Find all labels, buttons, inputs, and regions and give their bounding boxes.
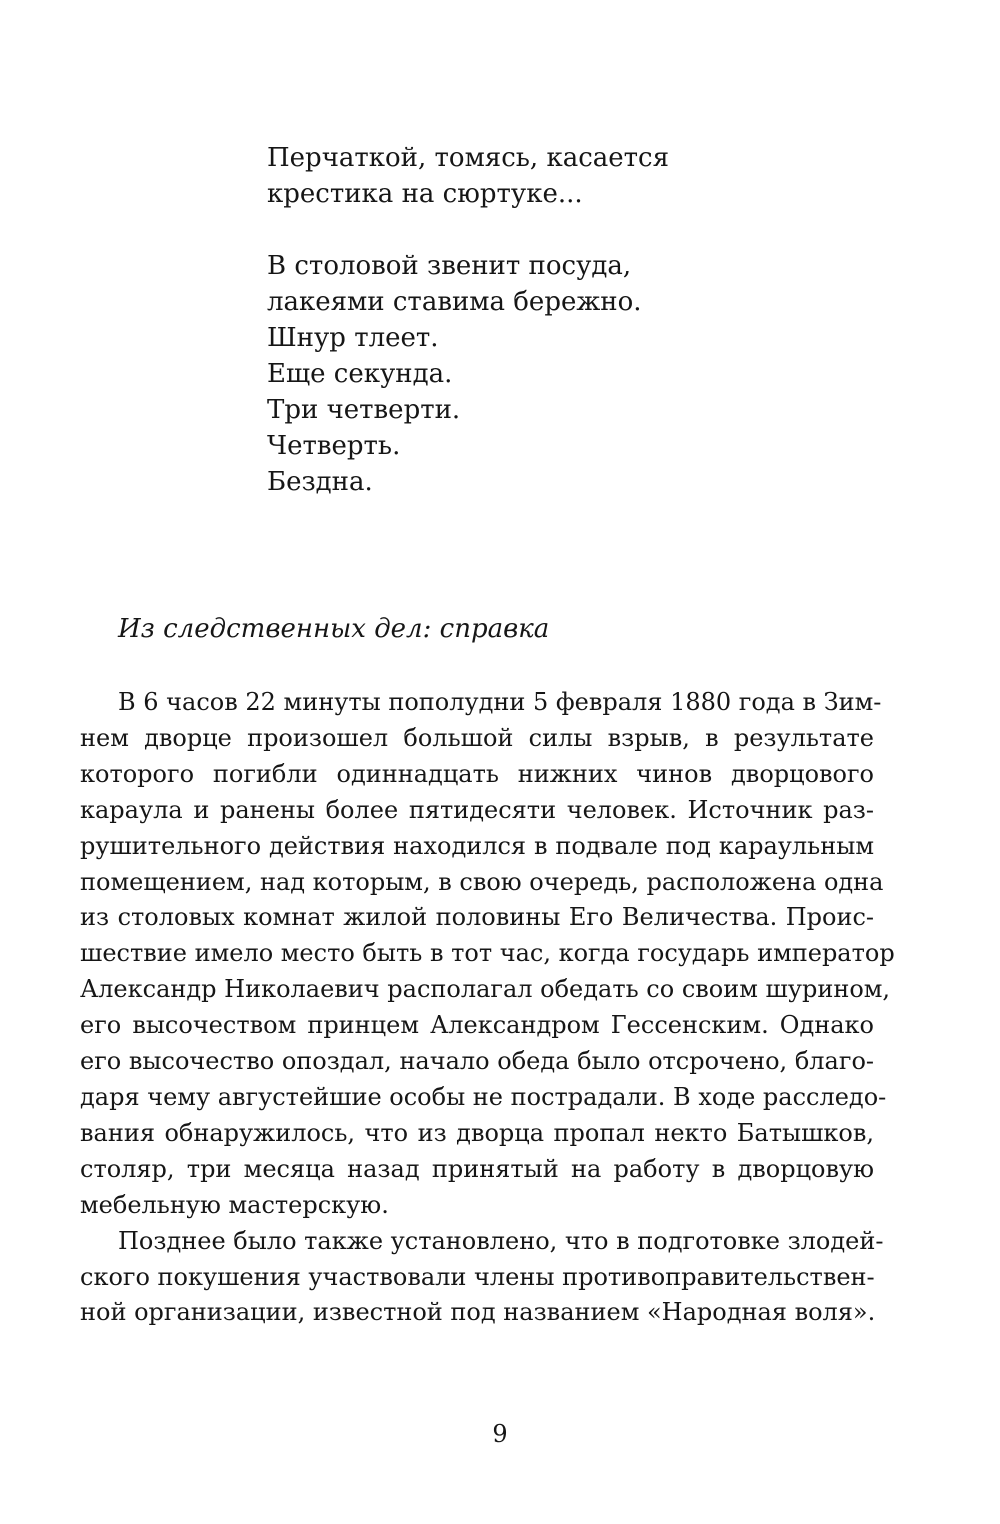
verse-line: Еще секунда. xyxy=(267,359,453,389)
paragraph-line: В 6 часов 22 минуты пополудни 5 февраля 1880 года в Зим- xyxy=(118,688,882,716)
paragraph-line: из столовых комнат жилой половины Его Величества. Проис- xyxy=(80,903,874,932)
poem-stanza-2 xyxy=(267,248,827,500)
verse-line: В столовой звенит посуда, xyxy=(267,251,632,281)
section-heading: Из следственных дел: справка xyxy=(118,614,550,644)
paragraph-line: Позднее было также установлено, что в подготовке злодей- xyxy=(118,1226,884,1255)
poem xyxy=(267,140,827,500)
verse-line: лакеями ставима бережно. xyxy=(267,287,642,317)
paragraph-line: ского покушения участвовали члены противоправительствен- xyxy=(80,1262,875,1291)
verse-line: Три четверти. xyxy=(267,395,461,425)
paragraph-line: вания обнаружилось, что из дворца пропал некто Батышков, xyxy=(80,1118,874,1147)
verse-line: Бездна. xyxy=(267,467,373,497)
paragraph-line: Александр Николаевич располагал обедать со своим шурином, xyxy=(80,975,891,1004)
paragraph-1 xyxy=(80,685,895,1224)
verse-line: Четверть. xyxy=(267,431,401,461)
paragraph-line: шествие имело место быть в тот час, когда государь император xyxy=(80,939,895,968)
paragraph-2 xyxy=(80,1224,884,1332)
page-number: 9 xyxy=(492,1420,508,1448)
paragraph-line: караула и ранены более пятидесяти человек. Источник раз- xyxy=(80,795,874,824)
verse-line: Перчаткой, томясь, касается xyxy=(267,143,669,173)
prose-body xyxy=(80,685,895,1331)
paragraph-line: столяр, три месяца назад принятый на работу в дворцовую xyxy=(80,1154,874,1183)
verse-line: Шнур тлеет. xyxy=(267,323,439,353)
paragraph-line: его высочеством принцем Александром Гессенским. Однако xyxy=(80,1011,874,1040)
paragraph-line: даря чему августейшие особы не пострадали. В ходе расследо- xyxy=(80,1082,887,1111)
paragraph-line: ной организации, известной под названием «Народная воля». xyxy=(80,1298,876,1327)
paragraph-line: которого погибли одиннадцать нижних чинов дворцового xyxy=(80,759,874,788)
paragraph-line: мебельную мастерскую. xyxy=(80,1190,389,1219)
poem-stanza-1 xyxy=(267,140,827,212)
paragraph-line: его высочество опоздал, начало обеда было отсрочено, благо- xyxy=(80,1047,874,1076)
paragraph-line: помещением, над которым, в свою очередь, расположена одна xyxy=(80,867,884,896)
verse-line: крестика на сюртуке... xyxy=(267,179,583,209)
paragraph-line: рушительного действия находился в подвале под караульным xyxy=(80,831,874,860)
paragraph-line: нем дворце произошел большой силы взрыв, в результате xyxy=(80,723,874,752)
